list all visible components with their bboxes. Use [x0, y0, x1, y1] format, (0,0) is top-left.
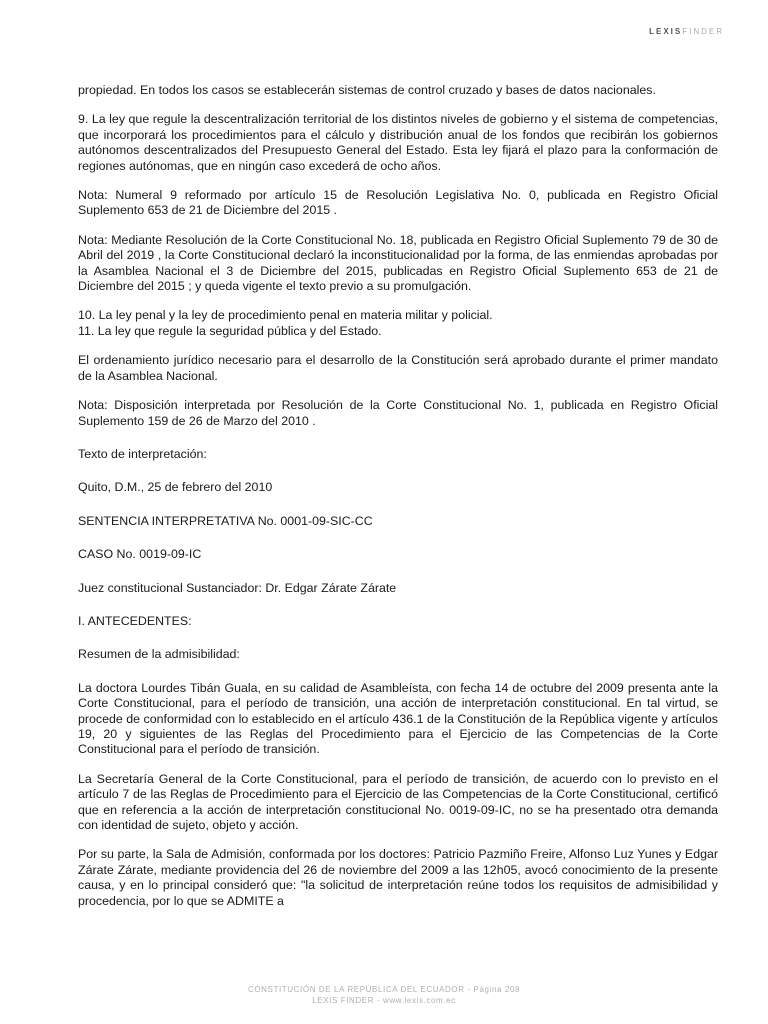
paragraph-juez: Juez constitucional Sustanciador: Dr. Edgar Zárate Zárate: [78, 580, 397, 595]
paragraph-numeral-10: 10. La ley penal y la ley de procedimiento penal en materia militar y policial.: [78, 308, 493, 323]
brand-logo-part2: FINDER: [682, 27, 724, 36]
brand-logo: [649, 27, 724, 36]
paragraph-numeral-11: 11. La ley que regule la seguridad pública y del Estado.: [78, 323, 382, 338]
paragraph-date: Quito, D.M., 25 de febrero del 2010: [78, 480, 273, 495]
document-body: [78, 83, 718, 909]
paragraph-propiedad: propiedad. En todos los casos se establecerán sistemas de control cruzado y bases de datos nacionales.: [78, 83, 656, 97]
paragraph-lourdes-tiban: La doctora Lourdes Tibán Guala, en su calidad de Asambleísta, con fecha 14 de octubre del 2009 presenta ante la Corte Constitucional, para el período de transición, una acción de interpretación constitucional. En tal virtud, se procede de conformidad con lo establecido en el artículo 436.1 de la Constitución de la República vigente y artículos 19, 20 y siguientes de las Reglas del Procedimiento para el Ejercicio de las Competencias de la Corte Constitucional para el período de transición.: [78, 680, 718, 757]
paragraph-ordenamiento: El ordenamiento jurídico necesario para el desarrollo de la Constitución será aprobado durante el primer mandato de la Asamblea Nacional.: [78, 353, 718, 383]
brand-logo-part1: LEXIS: [649, 27, 683, 36]
note-disposicion-interpretada: Nota: Disposición interpretada por Resolución de la Corte Constitucional No. 1, publicada en Registro Oficial Suplemento 159 de 26 de Marzo del 2010 .: [78, 398, 718, 428]
footer-line-1: CONSTITUCIÓN DE LA REPÚBLICA DEL ECUADOR - Página 208: [247, 985, 521, 994]
footer-line-2: LEXIS FINDER - www.lexis.com.ec: [312, 996, 456, 1005]
paragraph-secretaria: La Secretaría General de la Corte Constitucional, para el período de transición, de acuerdo con lo previsto en el artículo 7 de las Reglas de Procedimiento para el Ejercicio de las Competencias de la Corte Constitucional, certificó que en referencia a la acción de interpretación constitucional No. 0019-09-IC, no se ha presentado otra demanda con identidad de sujeto, objeto y acción.: [78, 771, 718, 832]
note-corte-resolucion-18: Nota: Mediante Resolución de la Corte Constitucional No. 18, publicada en Registro Oficial Suplemento 79 de 30 de Abril del 2019 , la Corte Constitucional declaró la inconstitucionalidad por la forma, de las enmiendas aprobadas por la Asamblea Nacional el 3 de Diciembre del 2015, publicadas en Registro Oficial Suplemento 653 de 21 de Diciembre del 2015 ; y queda vigente el texto previo a su promulgación.: [78, 232, 718, 294]
paragraph-sentencia: SENTENCIA INTERPRETATIVA No. 0001-09-SIC-CC: [78, 513, 373, 528]
paragraph-resumen: Resumen de la admisibilidad:: [78, 647, 240, 662]
section-heading-antecedentes: I. ANTECEDENTES:: [78, 613, 192, 628]
paragraph-numeral-9: 9. La ley que regule la descentralización territorial de los distintos niveles de gobierno y el sistema de competencias, que incorporará los procedimientos para el cálculo y distribución anual de los fondos que recibirán los gobiernos autónomos descentralizados del Presupuesto General del Estado. Esta ley fijará el plazo para la conformación de regiones autónomas, que en ningún caso excederá de ocho años.: [78, 112, 718, 173]
paragraph-caso: CASO No. 0019-09-IC: [78, 547, 202, 562]
paragraph-sala-admision: Por su parte, la Sala de Admisión, conformada por los doctores: Patricio Pazmiño Freire, Alfonso Luz Yunes y Edgar Zárate Zárate, mediante providencia del 26 de noviembre del 2009 a las 12h05, avocó conocimiento de la presente causa, y en lo principal consideró que: "la solicitud de interpretación reúne todos los requisitos de admisibilidad y procedencia, por lo que se ADMITE a: [78, 847, 718, 908]
page-footer: [0, 984, 768, 1006]
paragraph-texto-interpretacion: Texto de interpretación:: [78, 446, 207, 461]
note-numeral-9-reform: Nota: Numeral 9 reformado por artículo 15 de Resolución Legislativa No. 0, publicada en Registro Oficial Suplemento 653 de 21 de Diciembre del 2015 .: [78, 188, 718, 218]
